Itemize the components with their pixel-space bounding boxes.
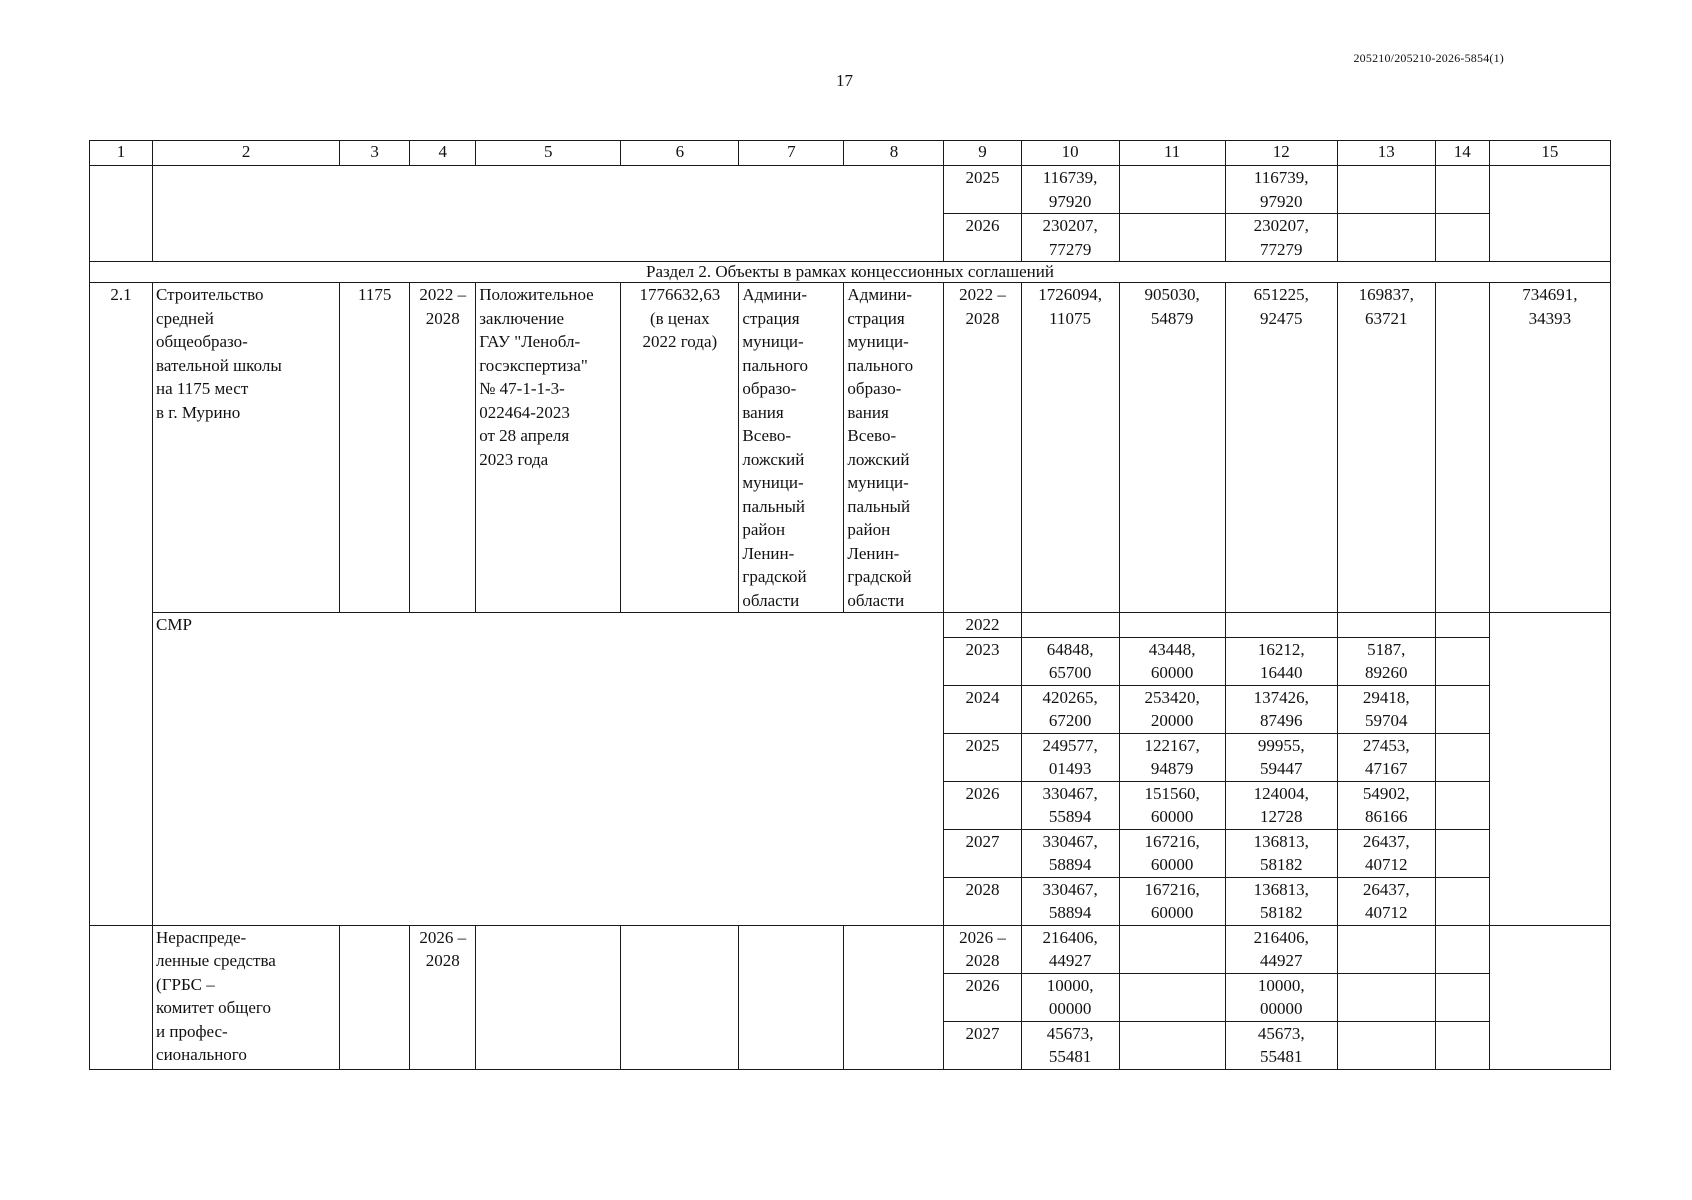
- value-cell: 249577, 01493: [1021, 733, 1119, 781]
- col-header: 9: [944, 141, 1021, 166]
- value-cell: 230207, 77279: [1021, 214, 1119, 262]
- object-builder: Админи- страция муници- пального образо- вания Всево- ложский муници- пальный район Ленин- градской области: [844, 283, 944, 613]
- value-cell: 420265, 67200: [1021, 685, 1119, 733]
- year-cell: 2023: [944, 637, 1021, 685]
- year-cell: 2024: [944, 685, 1021, 733]
- value-cell: 26437, 40712: [1337, 829, 1435, 877]
- value-cell: 216406, 44927: [1225, 925, 1337, 973]
- page-number: 17: [836, 71, 853, 90]
- value-cell: 230207, 77279: [1225, 214, 1337, 262]
- year-cell: 2022: [944, 613, 1021, 638]
- year-cell: 2026: [944, 781, 1021, 829]
- year-cell: 2027: [944, 829, 1021, 877]
- value-cell: 116739, 97920: [1225, 166, 1337, 214]
- value-cell: 151560, 60000: [1119, 781, 1225, 829]
- value-cell: 167216, 60000: [1119, 877, 1225, 925]
- value-cell: [1489, 613, 1610, 926]
- value-cell: [1435, 781, 1489, 829]
- value-cell: 216406, 44927: [1021, 925, 1119, 973]
- value-cell: [1435, 877, 1489, 925]
- value-cell: [1119, 214, 1225, 262]
- table-row: [90, 613, 1611, 638]
- table-cell: [90, 925, 153, 1069]
- year-cell: 2026: [944, 214, 1021, 262]
- document-id: 205210/205210-2026-5854(1): [1353, 51, 1504, 65]
- year-cell: 2026: [944, 973, 1021, 1021]
- value-cell: 45673, 55481: [1225, 1021, 1337, 1069]
- value-cell: 16212, 16440: [1225, 637, 1337, 685]
- table-cell: [621, 925, 739, 1069]
- value-cell: [1435, 214, 1489, 262]
- value-cell: [1489, 925, 1610, 1069]
- section-row: [90, 262, 1611, 283]
- value-cell: 905030, 54879: [1119, 283, 1225, 613]
- value-cell: [1337, 925, 1435, 973]
- value-cell: 116739, 97920: [1021, 166, 1119, 214]
- value-cell: 43448, 60000: [1119, 637, 1225, 685]
- table-row: [90, 166, 1611, 214]
- value-cell: [1119, 613, 1225, 638]
- table-row: [90, 925, 1611, 973]
- year-cell: 2028: [944, 877, 1021, 925]
- value-cell: 45673, 55481: [1021, 1021, 1119, 1069]
- value-cell: 122167, 94879: [1119, 733, 1225, 781]
- column-header-row: [90, 141, 1611, 166]
- table-cell: [844, 925, 944, 1069]
- col-header: 8: [844, 141, 944, 166]
- value-cell: 54902, 86166: [1337, 781, 1435, 829]
- object-cost: 1776632,63 (в ценах 2022 года): [621, 283, 739, 613]
- value-cell: [1119, 1021, 1225, 1069]
- object-capacity: 1175: [340, 283, 410, 613]
- value-cell: 651225, 92475: [1225, 283, 1337, 613]
- value-cell: [1489, 166, 1610, 262]
- year-cell: 2027: [944, 1021, 1021, 1069]
- value-cell: [1435, 283, 1489, 613]
- value-cell: 64848, 65700: [1021, 637, 1119, 685]
- value-cell: [1435, 829, 1489, 877]
- value-cell: 136813, 58182: [1225, 877, 1337, 925]
- value-cell: [1435, 166, 1489, 214]
- year-cell: 2025: [944, 166, 1021, 214]
- object-number: 2.1: [90, 283, 153, 926]
- col-header: 11: [1119, 141, 1225, 166]
- value-cell: 1726094, 11075: [1021, 283, 1119, 613]
- value-cell: 124004, 12728: [1225, 781, 1337, 829]
- object-name: Строительство средней общеобразо- вательной школы на 1175 мест в г. Мурино: [153, 283, 340, 613]
- smr-label: СМР: [153, 613, 944, 926]
- value-cell: 10000, 00000: [1225, 973, 1337, 1021]
- col-header: 15: [1489, 141, 1610, 166]
- table-cell: [739, 925, 844, 1069]
- col-header: 12: [1225, 141, 1337, 166]
- value-cell: [1337, 166, 1435, 214]
- object-customer: Админи- страция муници- пального образо- вания Всево- ложский муници- пальный район Ленин- градской области: [739, 283, 844, 613]
- value-cell: 330467, 55894: [1021, 781, 1119, 829]
- value-cell: [1119, 925, 1225, 973]
- value-cell: [1119, 166, 1225, 214]
- value-cell: 5187, 89260: [1337, 637, 1435, 685]
- col-header: 10: [1021, 141, 1119, 166]
- value-cell: 167216, 60000: [1119, 829, 1225, 877]
- value-cell: 29418, 59704: [1337, 685, 1435, 733]
- value-cell: 169837, 63721: [1337, 283, 1435, 613]
- table-cell: [90, 166, 153, 262]
- value-cell: [1021, 613, 1119, 638]
- col-header: 7: [739, 141, 844, 166]
- value-cell: 330467, 58894: [1021, 877, 1119, 925]
- value-cell: [1119, 973, 1225, 1021]
- value-cell: [1435, 685, 1489, 733]
- value-cell: [1337, 973, 1435, 1021]
- value-cell: [1435, 925, 1489, 973]
- col-header: 6: [621, 141, 739, 166]
- col-header: 13: [1337, 141, 1435, 166]
- table-cell: [153, 166, 944, 262]
- value-cell: [1225, 613, 1337, 638]
- value-cell: 99955, 59447: [1225, 733, 1337, 781]
- col-header: 4: [410, 141, 476, 166]
- value-cell: [1435, 1021, 1489, 1069]
- value-cell: 734691, 34393: [1489, 283, 1610, 613]
- object-period: 2022 – 2028: [410, 283, 476, 613]
- table-cell: [340, 925, 410, 1069]
- year-cell: 2026 – 2028: [944, 925, 1021, 973]
- col-header: 14: [1435, 141, 1489, 166]
- year-cell: 2025: [944, 733, 1021, 781]
- value-cell: [1435, 613, 1489, 638]
- value-cell: 27453, 47167: [1337, 733, 1435, 781]
- investment-table: [89, 140, 1611, 1070]
- col-header: 2: [153, 141, 340, 166]
- col-header: 3: [340, 141, 410, 166]
- value-cell: [1337, 613, 1435, 638]
- table-cell: [476, 925, 621, 1069]
- value-cell: [1435, 733, 1489, 781]
- value-cell: [1337, 1021, 1435, 1069]
- value-cell: 253420, 20000: [1119, 685, 1225, 733]
- object-row: [90, 283, 1611, 613]
- year-cell: 2022 – 2028: [944, 283, 1021, 613]
- value-cell: 330467, 58894: [1021, 829, 1119, 877]
- value-cell: [1337, 214, 1435, 262]
- value-cell: 26437, 40712: [1337, 877, 1435, 925]
- unallocated-period: 2026 – 2028: [410, 925, 476, 1069]
- value-cell: 10000, 00000: [1021, 973, 1119, 1021]
- col-header: 1: [90, 141, 153, 166]
- value-cell: [1435, 973, 1489, 1021]
- object-expertise: Положительное заключение ГАУ "Ленобл- госэкспертиза" № 47-1-1-3- 022464-2023 от 28 апреля 2023 года: [476, 283, 621, 613]
- section-title: Раздел 2. Объекты в рамках концессионных соглашений: [90, 262, 1611, 283]
- value-cell: 137426, 87496: [1225, 685, 1337, 733]
- col-header: 5: [476, 141, 621, 166]
- unallocated-name: Нераспреде- ленные средства (ГРБС – комитет общего и профес- сионального: [153, 925, 340, 1069]
- value-cell: 136813, 58182: [1225, 829, 1337, 877]
- value-cell: [1435, 637, 1489, 685]
